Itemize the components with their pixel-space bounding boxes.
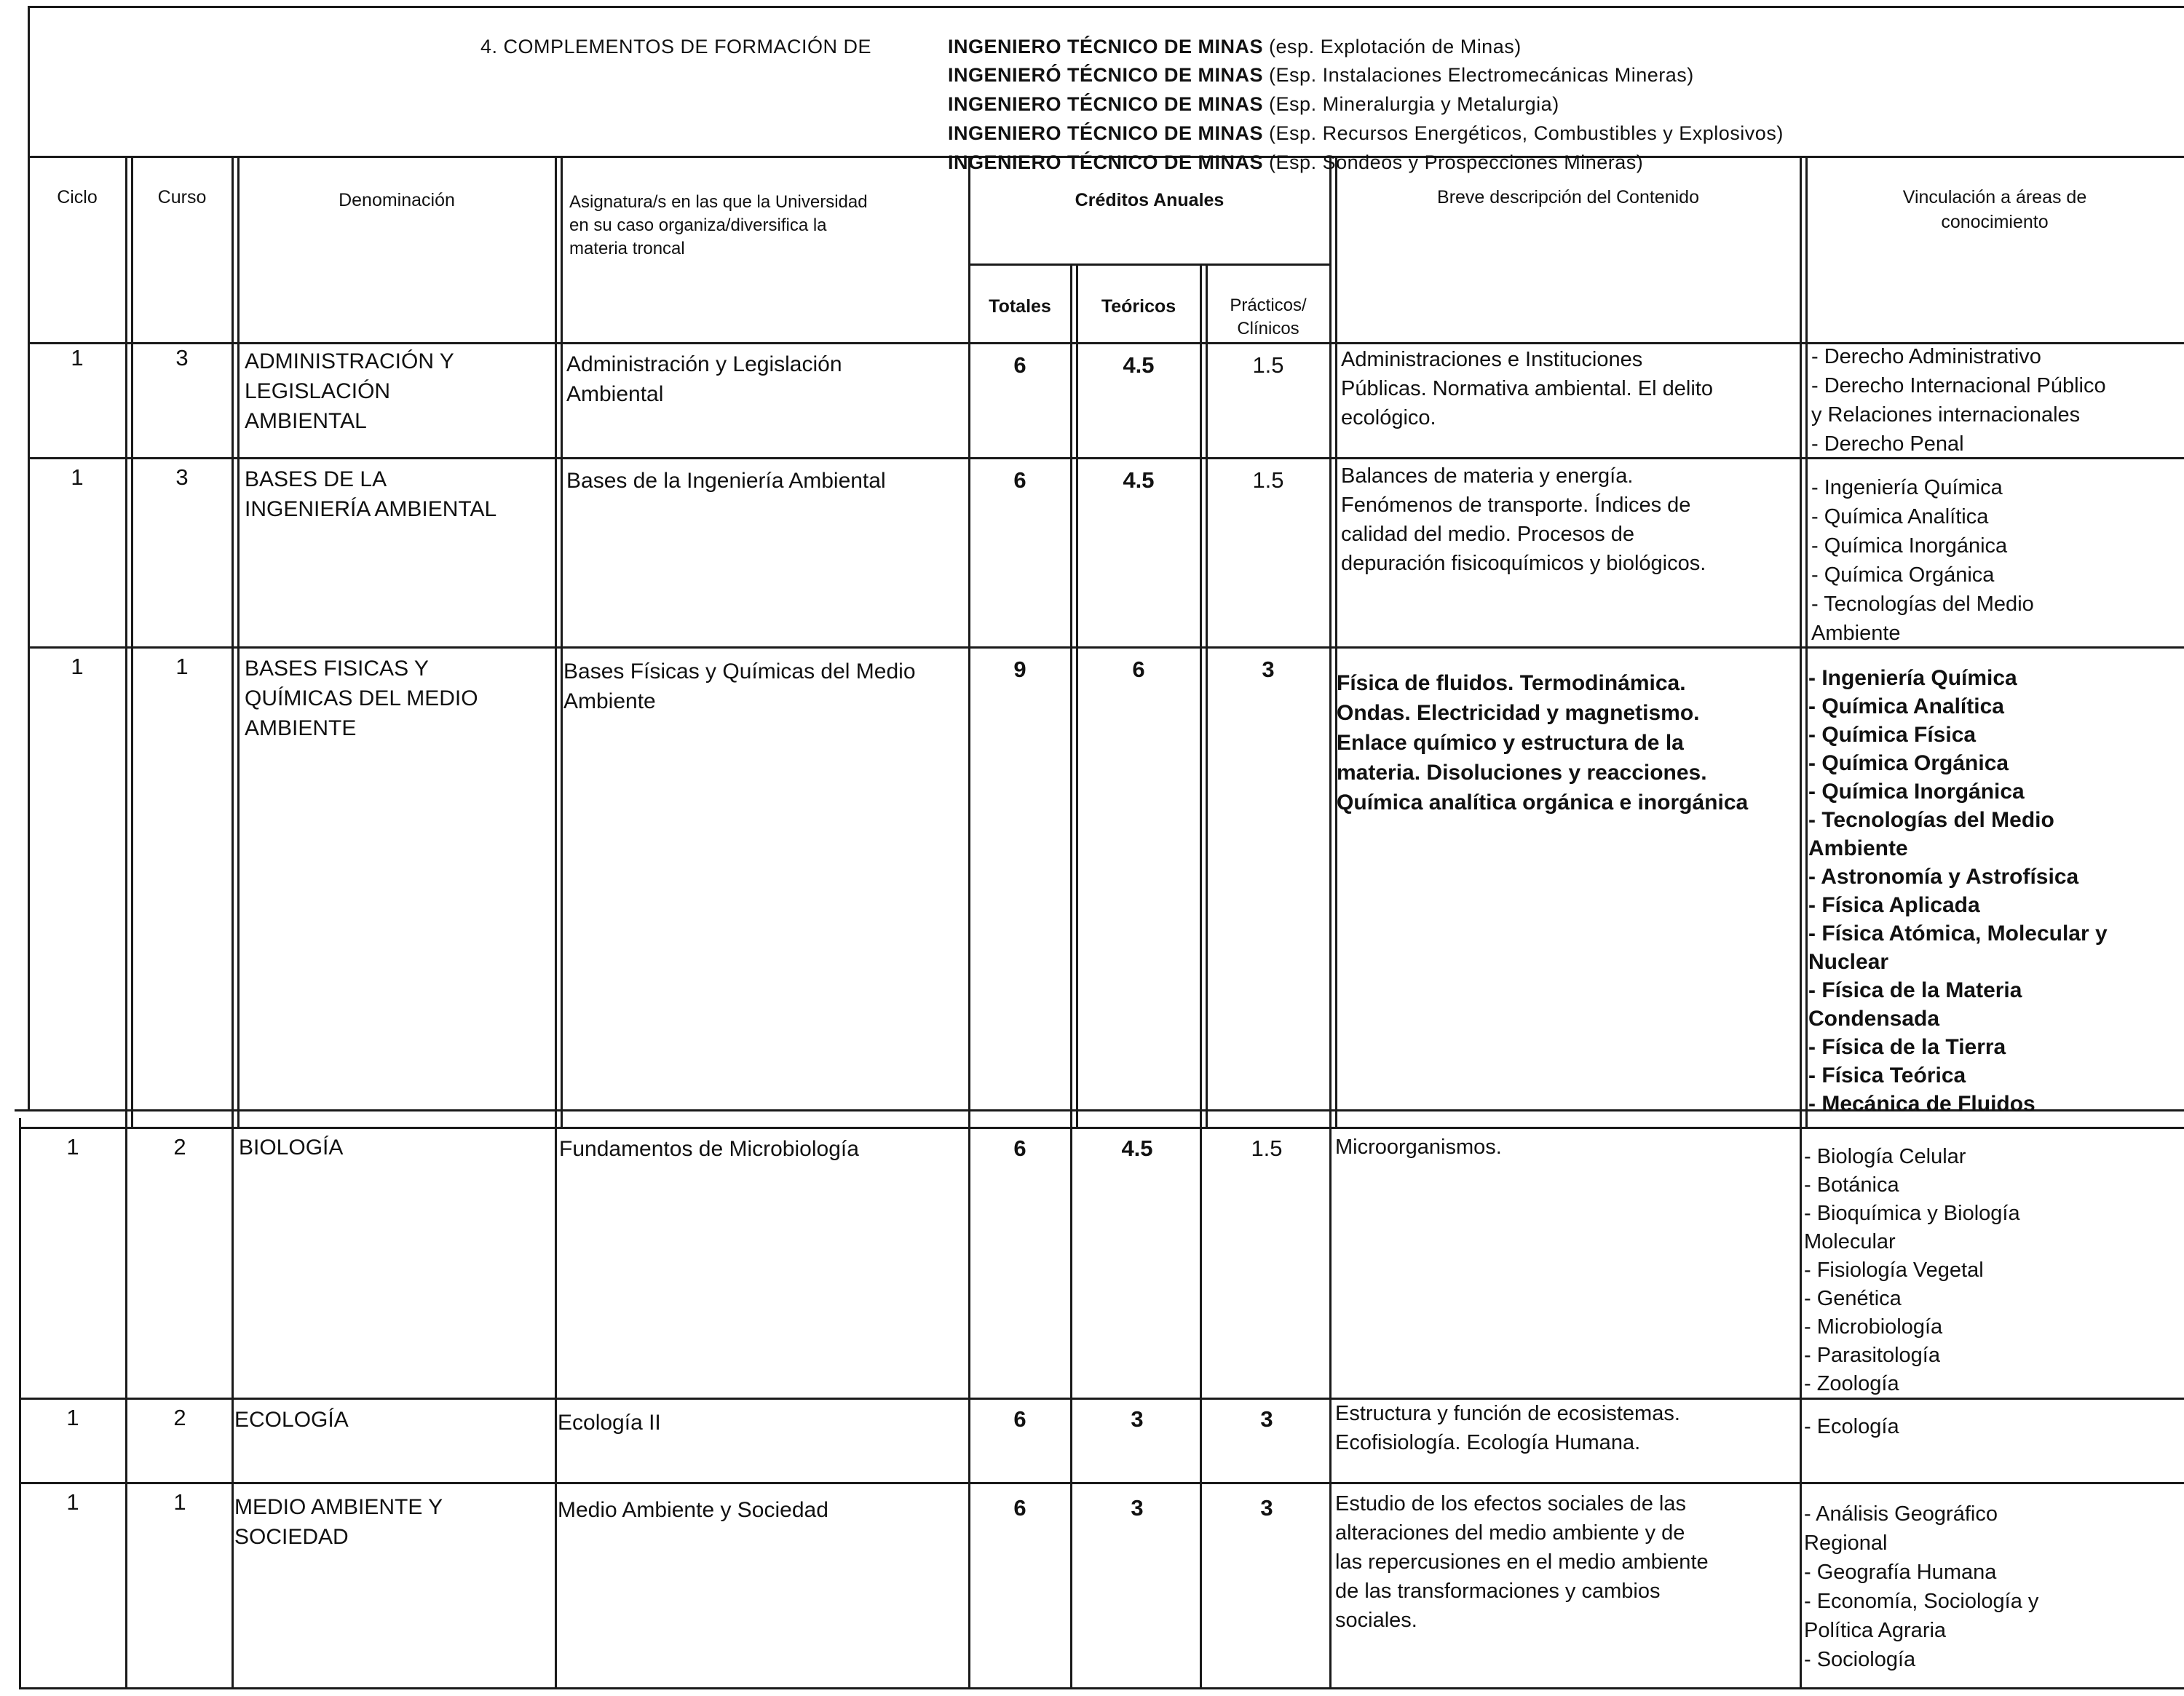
- row1-asignatura: Administración y Legislación Ambiental: [566, 352, 842, 406]
- row-divider-3b: [19, 1127, 2184, 1129]
- col-header-teoricos: Teóricos: [1101, 296, 1176, 317]
- col-header-curso: Curso: [157, 187, 207, 207]
- row6-vinculacion: - Análisis Geográfico Regional - Geografía Humana - Economía, Sociología y Política Agraria - Sociología: [1804, 1502, 2039, 1671]
- row2-totales: 6: [1013, 467, 1026, 493]
- row1-practicos: 1.5: [1252, 352, 1284, 378]
- row4-asignatura: Fundamentos de Microbiología: [559, 1137, 859, 1161]
- col-line-7b: [1335, 156, 1337, 1127]
- row3-practicos: 3: [1262, 657, 1275, 682]
- frame-top: [28, 6, 2184, 8]
- row4-curso: 2: [173, 1134, 186, 1160]
- row6-practicos: 3: [1260, 1495, 1273, 1521]
- row1-totales: 6: [1013, 352, 1026, 378]
- col-line-8: [1800, 156, 1802, 1689]
- col-line-7: [1329, 156, 1332, 1689]
- header-title-5: INGENIERO TÉCNICO DE MINAS (Esp. Sondeos y Prospecciones Mineras): [948, 151, 1644, 173]
- row3-descripcion: Física de fluidos. Termodinámica. Ondas. Electricidad y magnetismo. Enlace químico y estructura de la materia. Disoluciones y reacciones. Química analítica orgánica e inorgánica: [1337, 671, 1749, 815]
- col-line-3: [555, 156, 557, 1689]
- row4-totales: 6: [1013, 1136, 1026, 1161]
- row6-denominacion: MEDIO AMBIENTE Y SOCIEDAD: [234, 1495, 443, 1549]
- col-header-asignaturas: Asignatura/s en las que la Universidad en su caso organiza/diversifica la materia troncal: [569, 192, 868, 258]
- row4-vinculacion: - Biología Celular - Botánica - Bioquímica y Biología Molecular - Fisiología Vegetal - Genética - Microbiología - Parasitología - Zoología: [1804, 1145, 2020, 1395]
- col-header-totales: Totales: [989, 296, 1051, 317]
- row4-ciclo: 1: [66, 1134, 79, 1160]
- row3-vinculacion: - Ingeniería Química - Química Analítica - Química Física - Química Orgánica - Química Inorgánica - Tecnologías del Medio Ambiente - Astronomía y Astrofísica - Física Aplicada - Física Atómica, Molecular y Nuclear - Física de la Materia Condensada - Física de la Tierra - Física Teórica - Mecánica de Fluidos: [1808, 666, 2108, 1116]
- row2-teoricos: 4.5: [1123, 467, 1155, 493]
- row3-denominacion: BASES FISICAS Y QUÍMICAS DEL MEDIO AMBIENTE: [245, 657, 478, 740]
- col-header-creditos: Créditos Anuales: [1075, 190, 1224, 210]
- col-line-2b: [237, 156, 240, 1127]
- header-title-3: INGENIERO TÉCNICO DE MINAS (Esp. Mineralurgia y Metalurgia): [948, 93, 1559, 115]
- row1-descripcion: Administraciones e Instituciones Públicas. Normativa ambiental. El delito ecológico.: [1341, 348, 1713, 429]
- row5-asignatura: Ecología II: [558, 1411, 661, 1435]
- row6-descripcion: Estudio de los efectos sociales de las alteraciones del medio ambiente y de las repercusiones en el medio ambiente de las transformaciones y cambios sociales.: [1335, 1492, 1709, 1632]
- row2-vinculacion: - Ingeniería Química - Química Analítica - Química Inorgánica - Química Orgánica - Tecnologías del Medio Ambiente: [1811, 476, 2034, 645]
- row3-asignatura: Bases Físicas y Químicas del Medio Ambiente: [563, 659, 916, 713]
- row2-descripcion: Balances de materia y energía. Fenómenos de transporte. Índices de calidad del medio. Procesos de depuración fisicoquímicos y biológicos.: [1341, 464, 1706, 575]
- row5-practicos: 3: [1260, 1406, 1273, 1432]
- col-line-3b: [561, 156, 563, 1127]
- col-line-5: [1070, 263, 1072, 1689]
- row4-teoricos: 4.5: [1121, 1136, 1153, 1161]
- header-title-2: INGENIERÓ TÉCNICO DE MINAS (Esp. Instalaciones Electromecánicas Mineras): [948, 64, 1694, 86]
- row6-totales: 6: [1013, 1495, 1026, 1521]
- col-line-6b: [1206, 263, 1208, 1127]
- row5-totales: 6: [1013, 1406, 1026, 1432]
- row3-curso: 1: [175, 654, 189, 679]
- row1-denominacion: ADMINISTRACIÓN Y LEGISLACIÓN AMBIENTAL: [245, 349, 454, 433]
- col-line-1: [125, 156, 127, 1689]
- row5-teoricos: 3: [1131, 1406, 1144, 1432]
- row4-practicos: 1.5: [1251, 1136, 1283, 1161]
- header-prefix: 4. COMPLEMENTOS DE FORMACIÓN DE: [480, 36, 872, 58]
- row2-asignatura: Bases de la Ingeniería Ambiental: [566, 469, 886, 493]
- row1-curso: 3: [175, 345, 189, 370]
- row3-teoricos: 6: [1132, 657, 1145, 682]
- row2-practicos: 1.5: [1252, 467, 1284, 493]
- col-line-8b: [1805, 156, 1808, 1127]
- row1-teoricos: 4.5: [1123, 352, 1155, 378]
- col-line-2: [232, 156, 234, 1689]
- row1-ciclo: 1: [71, 345, 84, 370]
- row2-denominacion: BASES DE LA INGENIERÍA AMBIENTAL: [245, 467, 497, 521]
- row5-denominacion: ECOLOGÍA: [234, 1408, 349, 1432]
- row6-curso: 1: [173, 1489, 186, 1515]
- row2-curso: 3: [175, 464, 189, 490]
- row3-ciclo: 1: [71, 654, 84, 679]
- header-title-1: INGENIERO TÉCNICO DE MINAS (esp. Explotación de Minas): [948, 36, 1522, 58]
- creditos-split-line: [968, 263, 1329, 266]
- row4-denominacion: BIOLOGÍA: [239, 1136, 344, 1160]
- col-header-ciclo: Ciclo: [57, 187, 98, 207]
- frame-left: [28, 6, 30, 1109]
- col-header-practicos: Prácticos/ Clínicos: [1230, 296, 1307, 338]
- row4-descripcion: Microorganismos.: [1335, 1136, 1502, 1159]
- col-header-vinculacion: Vinculación a áreas de conocimiento: [1902, 187, 2087, 232]
- row5-vinculacion: - Ecología: [1804, 1415, 1899, 1438]
- row5-descripcion: Estructura y función de ecosistemas. Ecofisiología. Ecología Humana.: [1335, 1402, 1680, 1454]
- row5-ciclo: 1: [66, 1405, 79, 1430]
- col-line-6: [1200, 263, 1202, 1689]
- row6-teoricos: 3: [1131, 1495, 1144, 1521]
- row2-ciclo: 1: [71, 464, 84, 490]
- row6-ciclo: 1: [66, 1489, 79, 1515]
- row1-vinculacion: - Derecho Administrativo - Derecho Internacional Público y Relaciones internacionales - Derecho Penal: [1811, 345, 2106, 456]
- col-line-5b: [1076, 263, 1078, 1127]
- col-line-4: [968, 156, 970, 1689]
- col-header-denominacion: Denominación: [339, 190, 455, 210]
- row3-totales: 9: [1013, 657, 1026, 682]
- header-title-4: INGENIERO TÉCNICO DE MINAS (Esp. Recursos Energéticos, Combustibles y Explosivos): [948, 122, 1784, 144]
- col-line-1b: [131, 156, 133, 1127]
- row-divider-5: [19, 1482, 2184, 1484]
- row5-curso: 2: [173, 1405, 186, 1430]
- frame-bottom: [19, 1687, 2184, 1689]
- col-header-descripcion: Breve descripción del Contenido: [1437, 187, 1699, 207]
- row6-asignatura: Medio Ambiente y Sociedad: [558, 1498, 828, 1522]
